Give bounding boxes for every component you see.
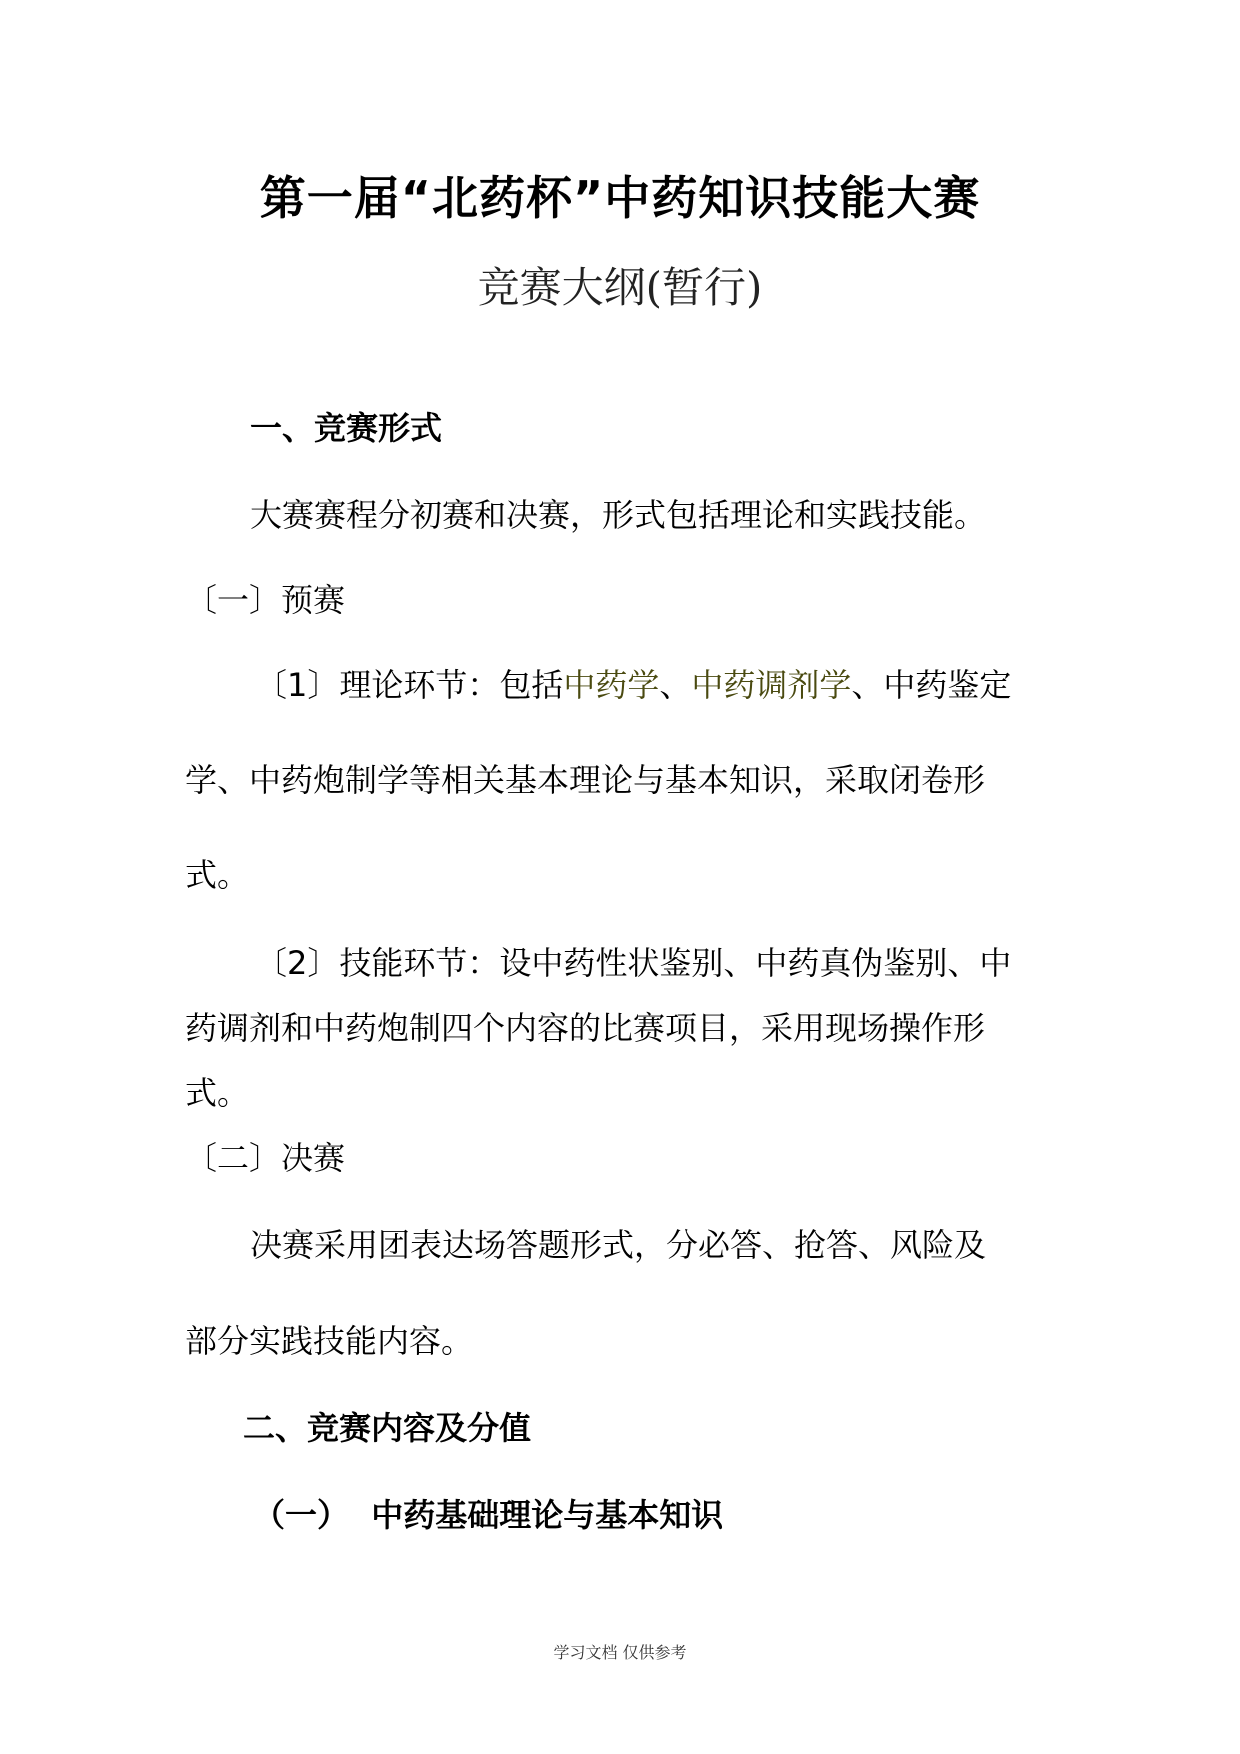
intro-paragraph: 大赛赛程分初赛和决赛，形式包括理论和实践技能。 — [250, 496, 987, 534]
section-heading-content-scores: 二、竞赛内容及分值 — [243, 1409, 532, 1447]
document-subtitle: 竞赛大纲(暂行) — [477, 263, 763, 312]
final-heading: 〔二〕决赛 — [185, 1139, 346, 1177]
theory-line-1 — [255, 660, 1011, 706]
theory-separator: 、 — [659, 666, 692, 704]
link-tcm-dispensing[interactable]: 中药调剂学 — [691, 666, 852, 704]
skill-line-1: 〔2〕技能环节：设中药性状鉴别、中药真伪鉴别、中 — [255, 944, 1012, 982]
final-line-2: 部分实践技能内容。 — [185, 1322, 474, 1360]
theory-rest: 、中药鉴定 — [851, 666, 1012, 704]
document-title: 第一届“北药杯”中药知识技能大赛 — [259, 171, 981, 225]
theory-line-2: 学、中药炮制学等相关基本理论与基本知识，采取闭卷形 — [185, 761, 986, 799]
skill-line-2: 药调剂和中药炮制四个内容的比赛项目，采用现场操作形 — [185, 1009, 986, 1047]
skill-line-3: 式。 — [185, 1074, 250, 1112]
prelim-heading: 〔一〕预赛 — [185, 581, 346, 619]
final-line-1: 决赛采用团表达场答题形式，分必答、抢答、风险及 — [250, 1226, 987, 1264]
subsection-heading-basic-theory: （一） 中药基础理论与基本知识 — [253, 1496, 724, 1534]
link-tcm-pharmacology[interactable]: 中药学 — [563, 666, 660, 704]
theory-line-3: 式。 — [185, 856, 250, 894]
theory-prefix: 〔1〕理论环节：包括 — [255, 666, 564, 704]
page-footer: 学习文档 仅供参考 — [553, 1643, 687, 1662]
section-heading-competition-format: 一、竞赛形式 — [250, 409, 443, 447]
